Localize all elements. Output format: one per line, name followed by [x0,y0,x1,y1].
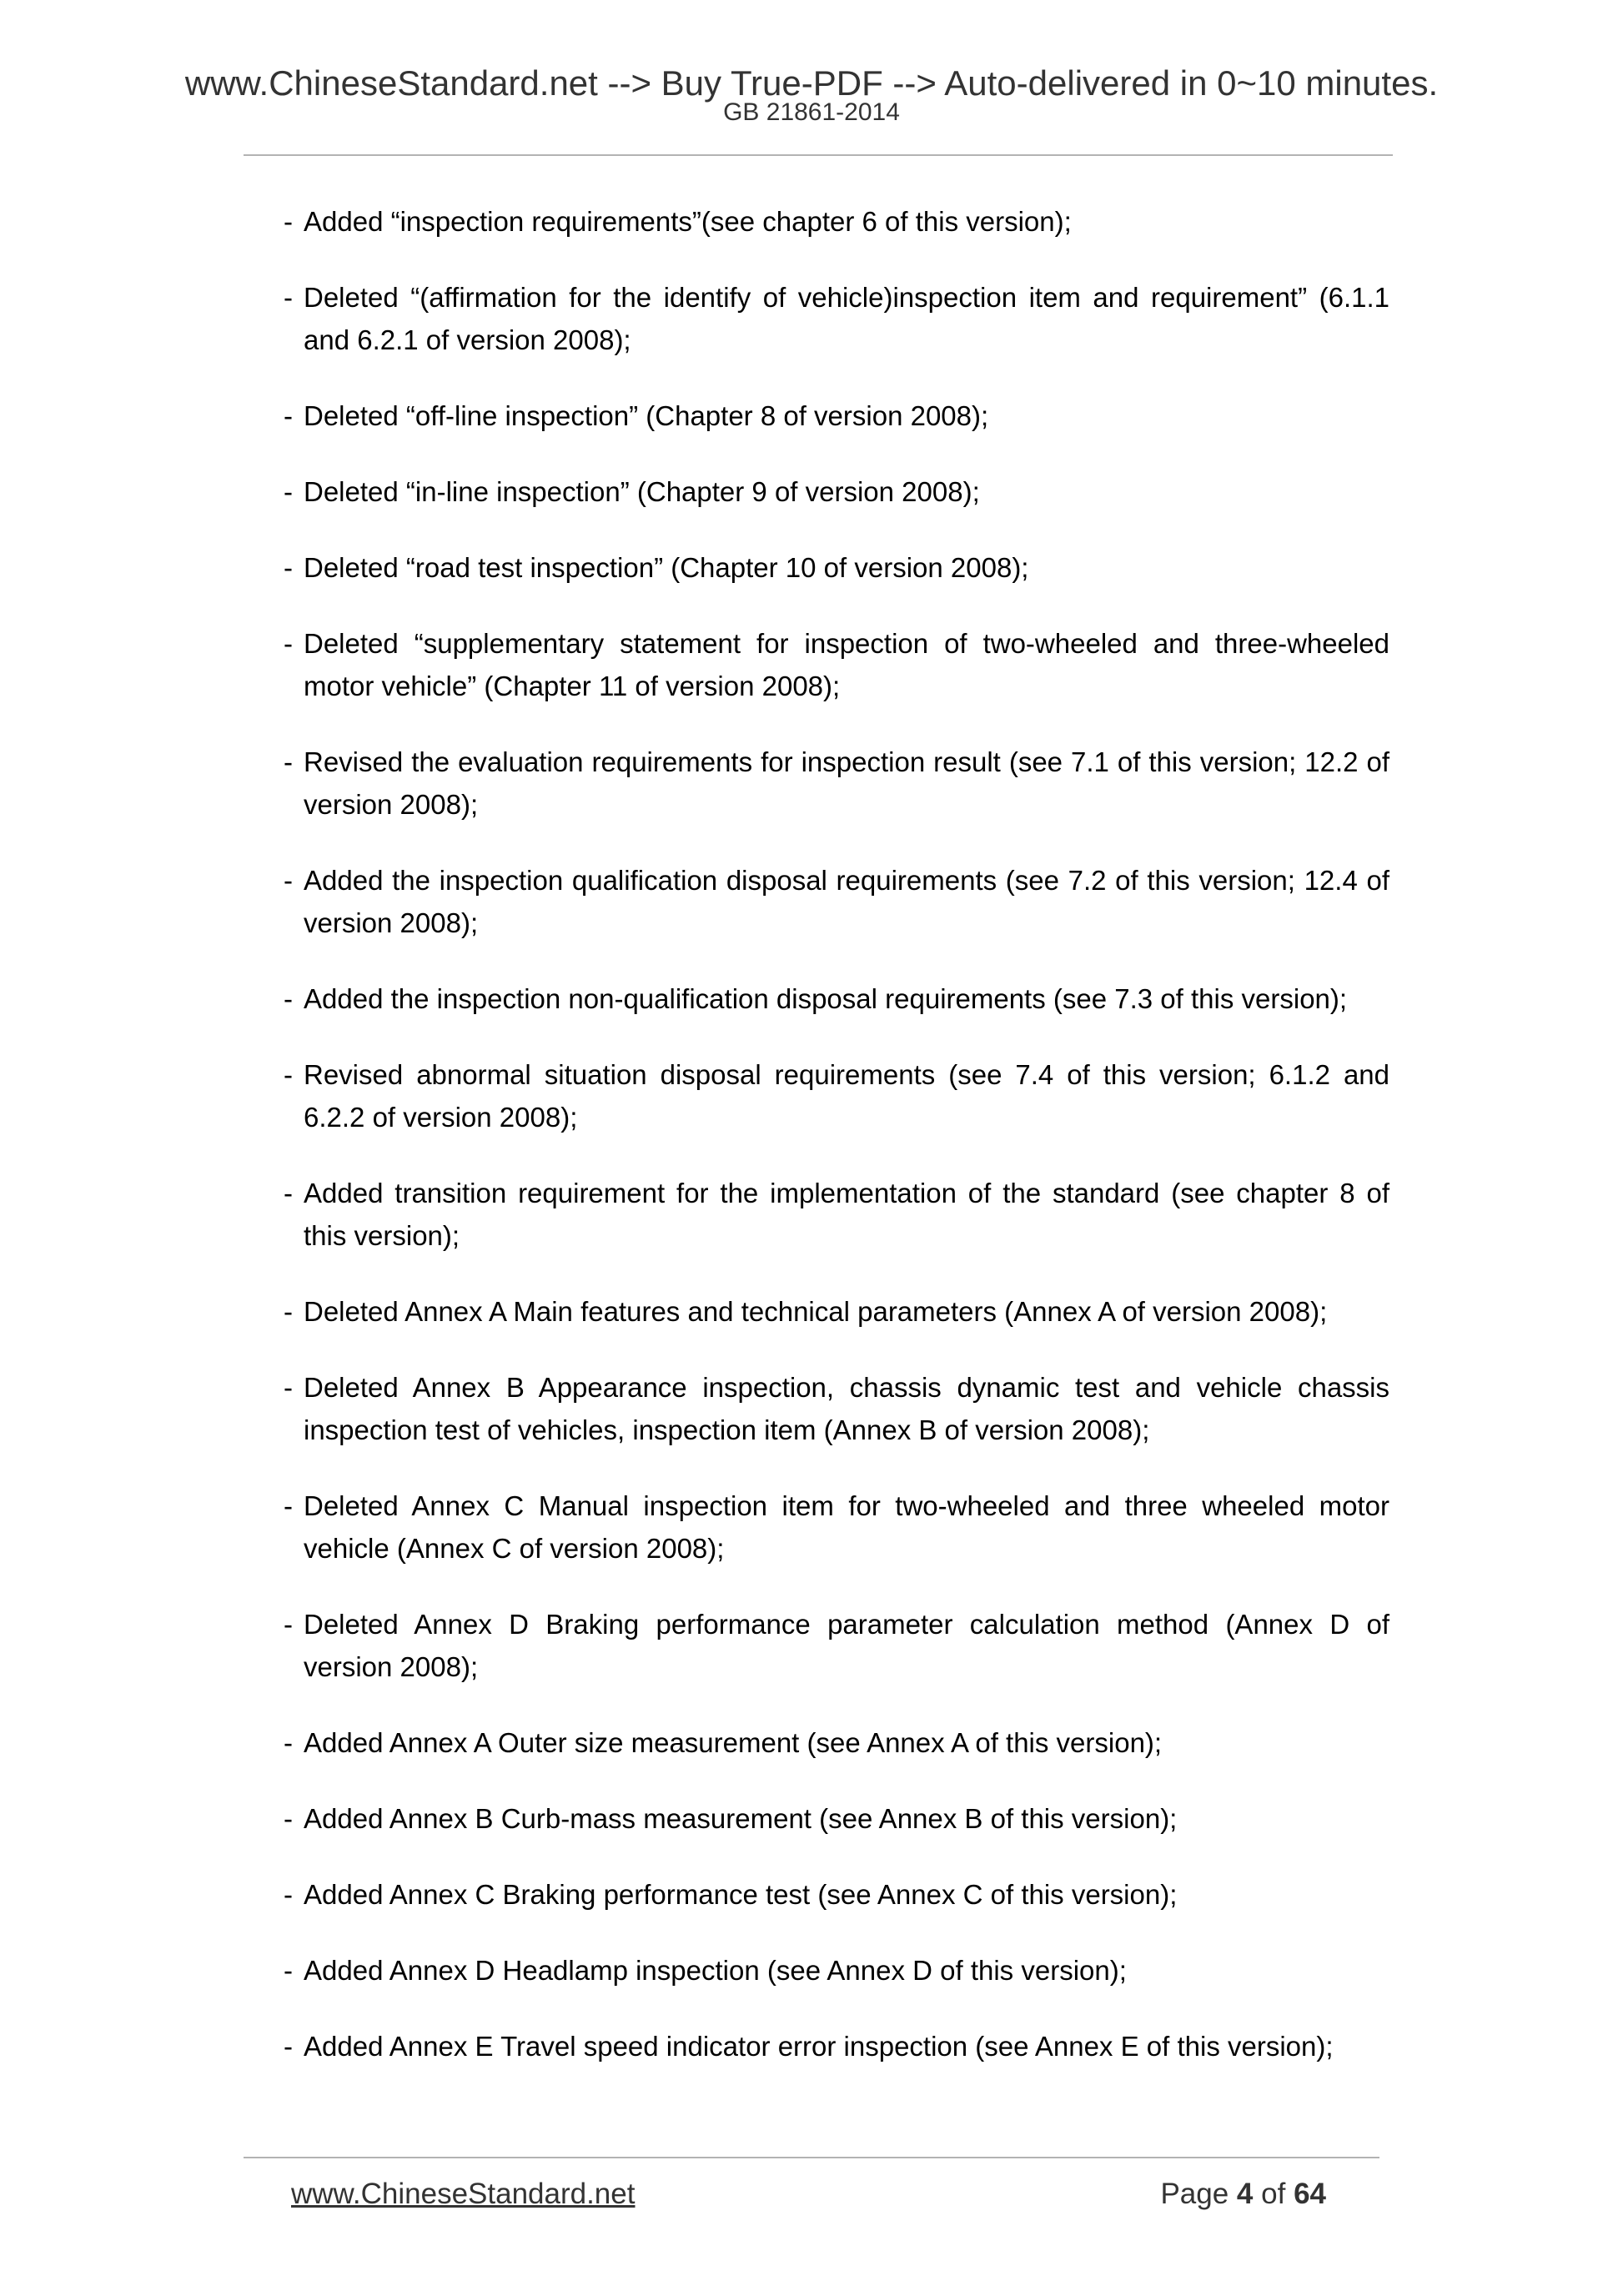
list-marker: - [284,865,293,896]
list-item-text: Deleted “supplementary statement for inspection of two-wheeled and three-wheeled motor vehicle” (Chapter 11 of version 2008); [304,628,1389,701]
page-label: Page [1160,2178,1229,2210]
list-marker: - [284,1296,293,1327]
list-item [284,859,1389,944]
list-marker: - [284,400,293,431]
list-item-text: Added Annex D Headlamp inspection (see Annex D of this version); [304,1955,1127,1986]
list-marker: - [284,206,293,237]
list-item [284,1873,1389,1916]
list-item [284,1053,1389,1138]
list-item [284,1797,1389,1840]
list-marker: - [284,2031,293,2062]
list-item-text: Added Annex B Curb-mass measurement (see Annex B of this version); [304,1803,1178,1834]
list-item [284,470,1389,513]
page-total: 64 [1294,2178,1326,2210]
header-divider [244,154,1393,156]
list-marker: - [284,1059,293,1090]
list-marker: - [284,1803,293,1834]
list-item-text: Deleted “off-line inspection” (Chapter 8 of version 2008); [304,400,989,431]
list-marker: - [284,1727,293,1758]
list-item [284,741,1389,826]
standard-code: GB 21861-2014 [723,98,900,126]
list-item [284,1290,1389,1333]
list-item [284,200,1389,243]
list-item [284,276,1389,361]
footer-divider [244,2157,1379,2158]
change-list [284,200,1389,2101]
list-marker: - [284,552,293,583]
list-item-text: Added “inspection requirements”(see chapter 6 of this version); [304,206,1072,237]
list-marker: - [284,476,293,507]
list-marker: - [284,746,293,777]
list-marker: - [284,282,293,313]
page-of-label: of [1261,2178,1286,2210]
list-marker: - [284,983,293,1014]
list-marker: - [284,628,293,659]
list-item-text: Deleted Annex D Braking performance parameter calculation method (Annex D of version 2008); [304,1609,1389,1682]
list-item [284,1603,1389,1688]
list-item [284,1949,1389,1992]
list-marker: - [284,1609,293,1640]
list-item-text: Deleted Annex B Appearance inspection, chassis dynamic test and vehicle chassis inspection test of vehicles, inspection item (Annex B of version 2008); [304,1372,1389,1445]
list-item-text: Deleted Annex C Manual inspection item for two-wheeled and three wheeled motor vehicle (Annex C of version 2008); [304,1490,1389,1564]
list-item-text: Deleted “in-line inspection” (Chapter 9 of version 2008); [304,476,980,507]
list-item-text: Deleted “road test inspection” (Chapter 10 of version 2008); [304,552,1029,583]
list-marker: - [284,1955,293,1986]
footer-site-link[interactable]: www.ChineseStandard.net [291,2178,636,2210]
site-banner: www.ChineseStandard.net --> Buy True-PDF --> Auto-delivered in 0~10 minutes. [184,63,1439,103]
list-marker: - [284,1490,293,1521]
page-current: 4 [1236,2178,1254,2210]
list-item-text: Added Annex E Travel speed indicator error inspection (see Annex E of this version); [304,2031,1334,2062]
list-item-text: Added the inspection non-qualification disposal requirements (see 7.3 of this version); [304,983,1348,1014]
list-item [284,1485,1389,1570]
list-marker: - [284,1372,293,1403]
list-item [284,1721,1389,1764]
list-item [284,1172,1389,1257]
list-item [284,394,1389,437]
list-item-text: Added Annex A Outer size measurement (see Annex A of this version); [304,1727,1163,1758]
list-item [284,622,1389,707]
list-item-text: Revised abnormal situation disposal requirements (see 7.4 of this version; 6.1.2 and 6.2.2 of version 2008); [304,1059,1389,1133]
list-item-text: Deleted “(affirmation for the identify of vehicle)inspection item and requirement” (6.1.1 and 6.2.1 of version 2008); [304,282,1389,355]
list-item [284,977,1389,1020]
page-number [1160,2177,1326,2212]
list-item-text: Added transition requirement for the implementation of the standard (see chapter 8 of this version); [304,1178,1389,1251]
list-item-text: Added Annex C Braking performance test (see Annex C of this version); [304,1879,1178,1910]
list-item [284,1366,1389,1451]
list-item-text: Deleted Annex A Main features and technical parameters (Annex A of version 2008); [304,1296,1328,1327]
list-marker: - [284,1178,293,1208]
list-item-text: Revised the evaluation requirements for inspection result (see 7.1 of this version; 12.2 of version 2008); [304,746,1389,820]
list-item-text: Added the inspection qualification disposal requirements (see 7.2 of this version; 12.4 of version 2008); [304,865,1389,938]
list-item [284,2025,1389,2067]
list-item [284,546,1389,589]
list-marker: - [284,1879,293,1910]
